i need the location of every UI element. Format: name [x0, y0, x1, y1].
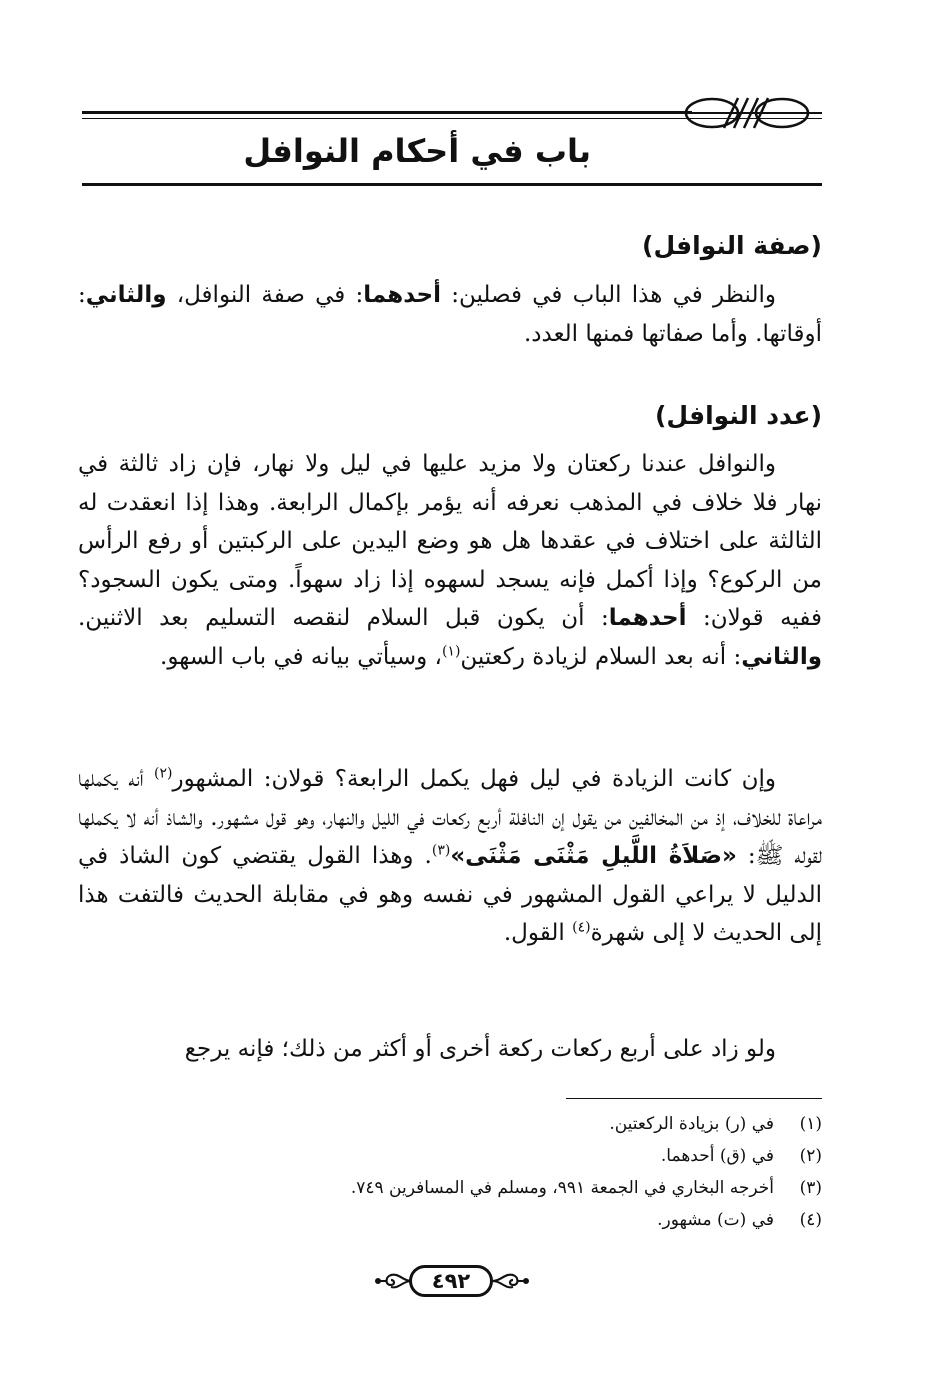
footnote-item: [102, 1140, 822, 1172]
footnote-ref[interactable]: (١): [441, 643, 461, 660]
page-number: ٤٩٢: [431, 1269, 471, 1293]
section-heading: (عدد النوافل): [655, 401, 822, 430]
header-rule-thin: [82, 118, 822, 119]
body-paragraph: ولو زاد على أربع ركعات ركعة أخرى أو أكثر من ذلك؛ فإنه يرجع: [184, 1036, 776, 1062]
body-paragraph: والنظر في هذا الباب في فصلين: أحدهما: في صفة النوافل، والثاني: أوقاتها. وأما صفاتها فمنها العدد.: [78, 282, 822, 347]
footnote-number: (١): [799, 1114, 822, 1134]
footnotes: [102, 1108, 822, 1236]
header-ornament-icon: [672, 92, 822, 136]
flourish-right-icon: [491, 1267, 531, 1295]
footnote-ref[interactable]: (٣): [431, 842, 451, 859]
hadith-quote: «صَلاَةُ اللَّيلِ مَثْنَى مَثْنَى»: [450, 843, 737, 870]
footnote-ref[interactable]: (٤): [572, 919, 591, 936]
footnote-number: (٣): [799, 1178, 822, 1198]
flourish-left-icon: [373, 1267, 413, 1295]
footnote-number: (٢): [799, 1146, 822, 1166]
title-underline: [82, 183, 822, 186]
footnote-text: في (ق) أحدهما.: [660, 1146, 774, 1166]
footnote-ref[interactable]: (٢): [154, 765, 173, 782]
footnote-item: [102, 1204, 822, 1236]
header-rule-thick: [82, 111, 692, 114]
page-number-ornament: [373, 1261, 531, 1305]
footnote-text: أخرجه البخاري في الجمعة ٩٩١، ومسلم في المسافرين ٧٤٩.: [350, 1178, 774, 1198]
footnote-text: في (ر) بزيادة الركعتين.: [609, 1114, 774, 1134]
footnote-item: [102, 1172, 822, 1204]
footnote-separator: [566, 1098, 822, 1099]
chapter-title: باب في أحكام النوافل: [243, 132, 591, 170]
footnote-text: في (ت) مشهور.: [657, 1210, 774, 1230]
body-paragraph: والنوافل عندنا ركعتان ولا مزيد عليها في ليل ولا نهار، فإن زاد ثالثة في نهار فلا خلاف في المذهب نعرفه أنه يؤمر بإكمال الرابعة. وهذا إذا انعقدت له الثالثة على اختلاف في عقدها هل هو وضع اليدين على الركبتين أو رفع الرأس من الركوع؟ وإذا أكمل فإنه يسجد لسهوه إذا زاد سهواً. ومتى يكون السجود؟ ففيه قولان: أحدهما: أن يكون قبل السلام لنقصه التسليم بعد الاثنين. والثاني: أنه بعد السلام لزيادة ركعتين$^{(١)}$، وسيأتي بيانه في باب السهو.: [78, 451, 822, 670]
footnote-item: [102, 1108, 822, 1140]
footnote-number: (٤): [799, 1210, 822, 1230]
body-paragraph: وإن كانت الزيادة في ليل فهل يكمل الرابعة؟ قولان: المشهور$^{(٢)}$ أنه يكملها مراعاة للخلاف، إذ من المخالفين من يقول إن النافلة أربع ركعات في الليل والنهار، وهو قول مشهور. والشاذ أنه لا يكملها لقوله ﷺ: «صَلاَةُ اللَّيلِ مَثْنَى مَثْنَى»$^{(٣)}$. وهذا القول يقتضي كون الشاذ في الدليل لا يراعي القول المشهور في نفسه وهو في مقابلة الحديث فالتفت هذا إلى الحديث لا إلى شهرة$^{(٤)}$ القول.: [78, 765, 823, 947]
section-heading: (صفة النوافل): [642, 231, 822, 260]
